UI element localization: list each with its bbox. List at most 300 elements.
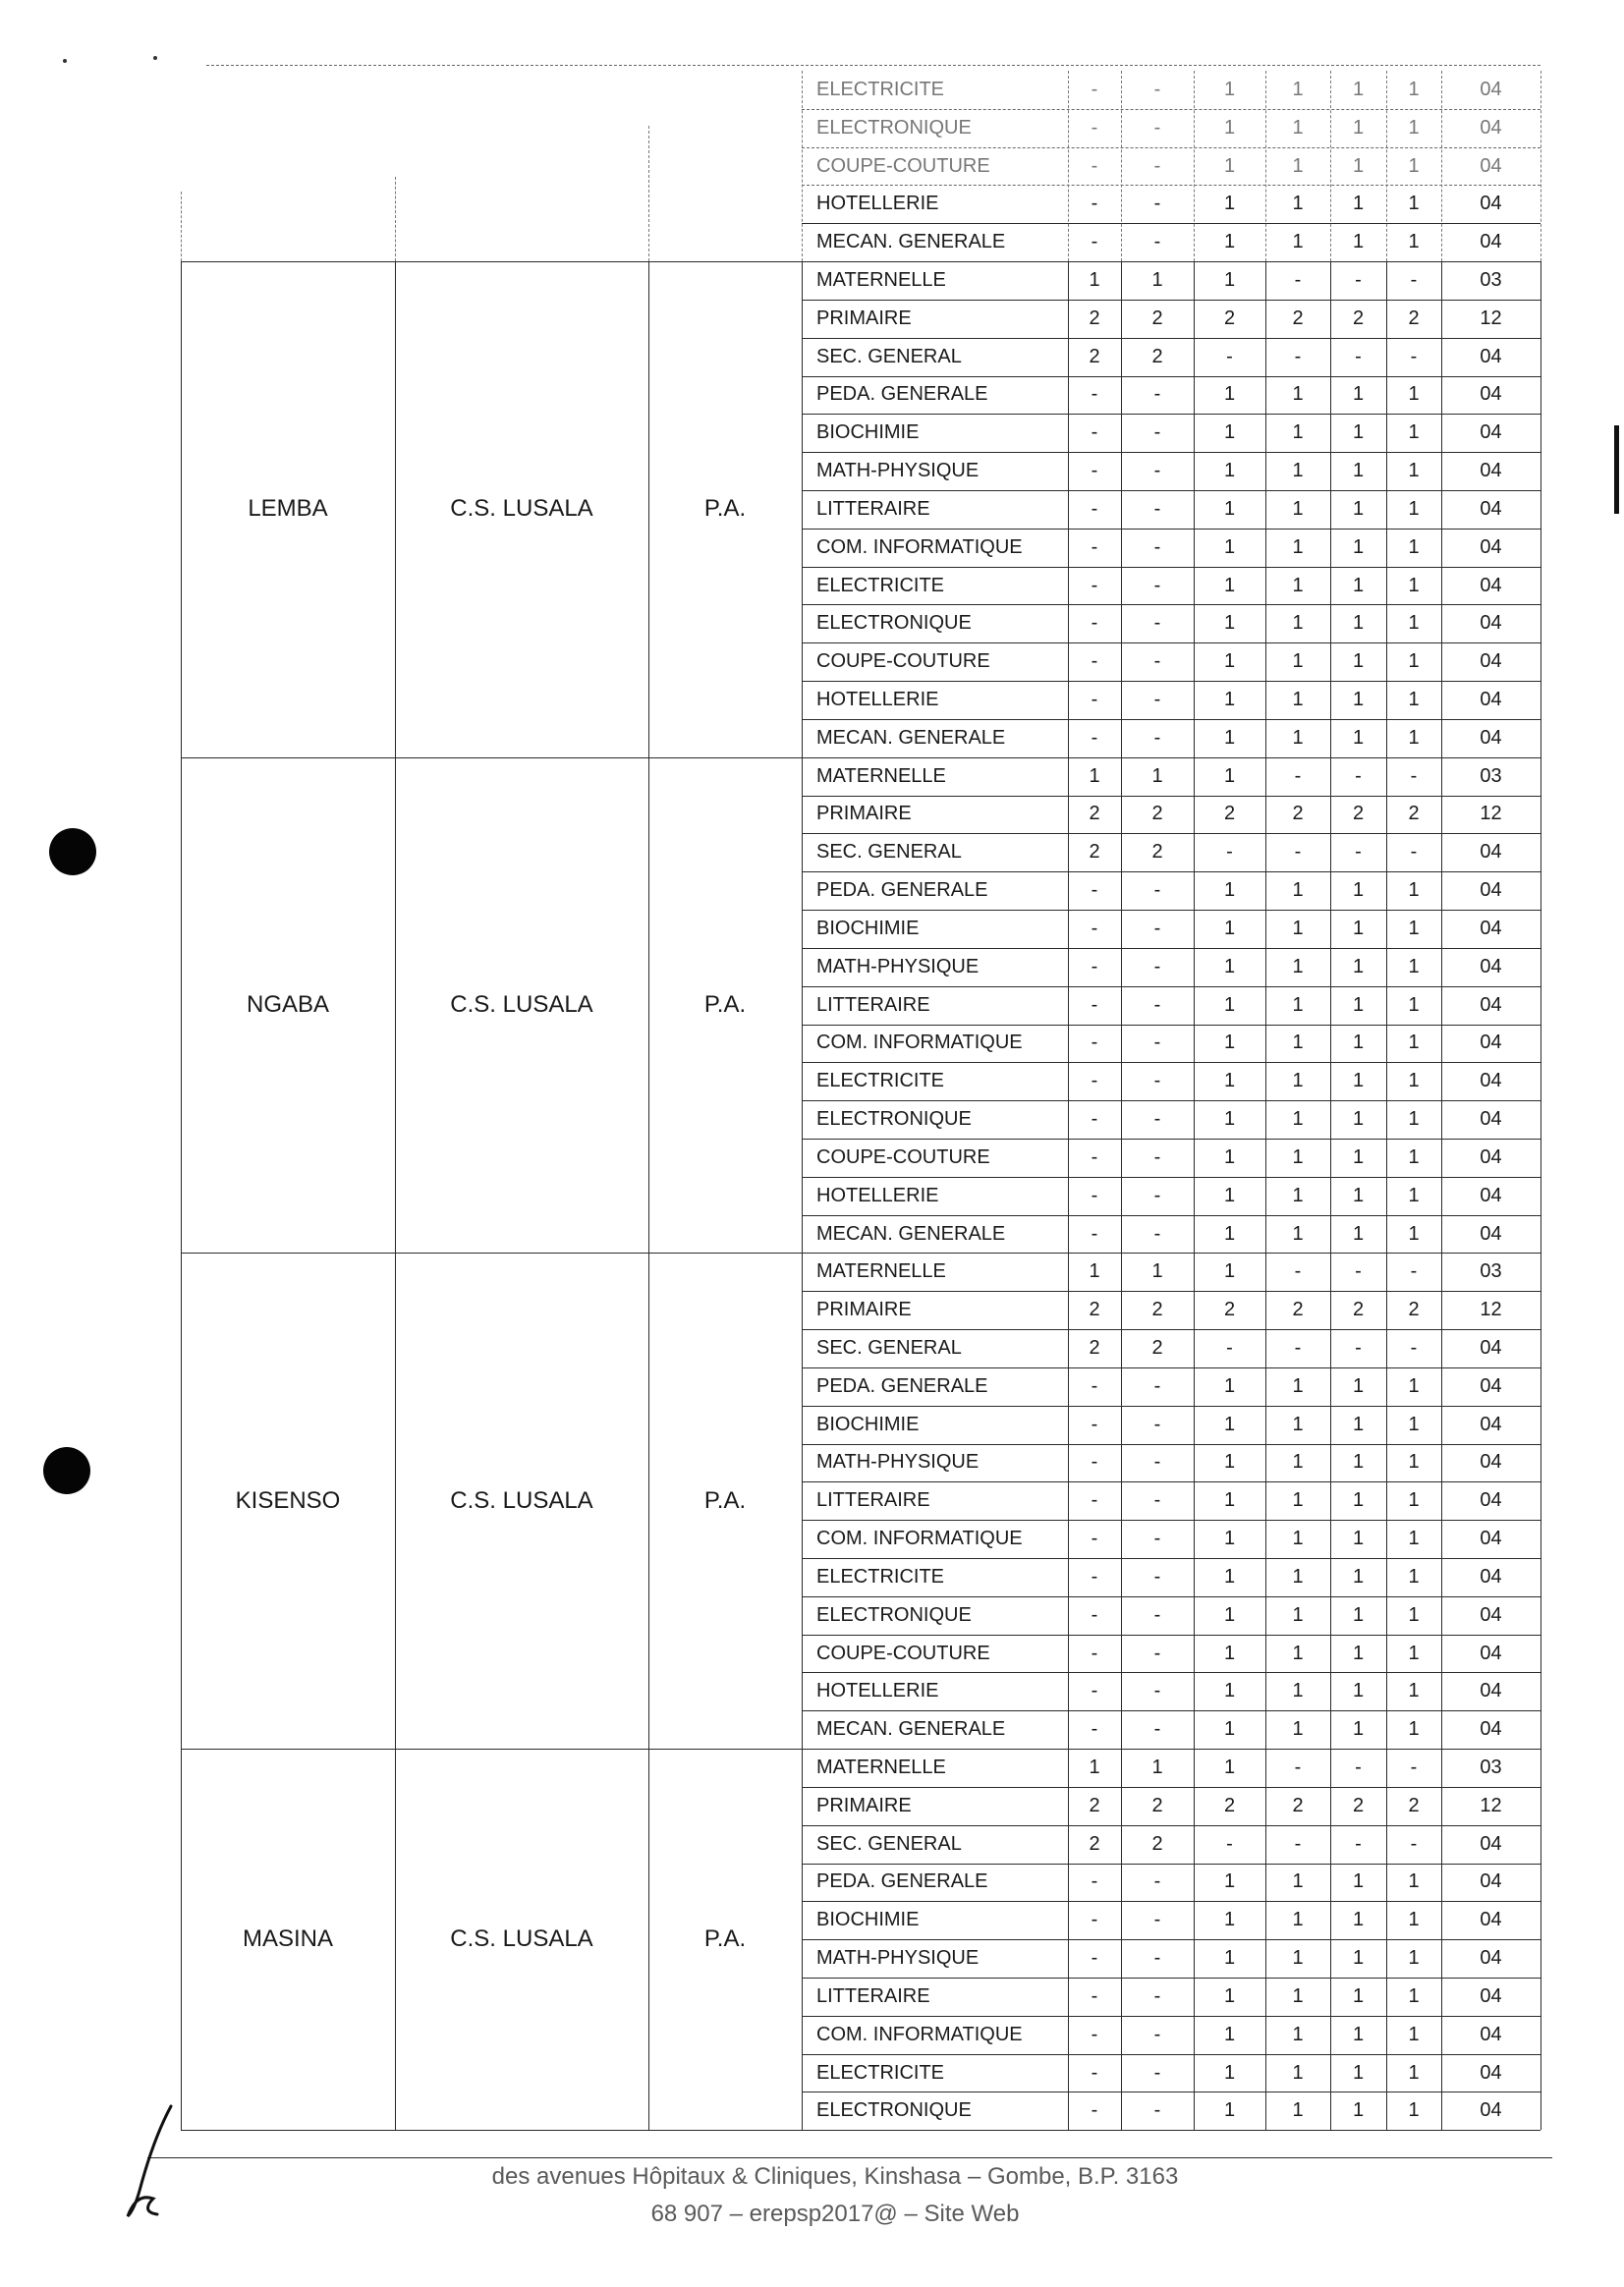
table-cell: - [1153, 1489, 1161, 1512]
table-cell: 04 [1480, 345, 1502, 367]
table-cell: 04 [1480, 2099, 1502, 2122]
table-cell: 1 [1352, 78, 1365, 100]
table-cell: - [1226, 841, 1233, 864]
table-cell: 1 [1352, 726, 1365, 749]
table-cell: 1 [1352, 421, 1365, 444]
table-cell: - [1153, 689, 1161, 711]
footer-rule [147, 2157, 1552, 2158]
table-cell: - [1153, 116, 1161, 139]
column-divider [1330, 71, 1331, 261]
table-row-label: ELECTRONIQUE [816, 2099, 972, 2122]
table-row-label: ELECTRICITE [816, 2061, 945, 2084]
table-cell: - [1153, 650, 1161, 673]
table-cell: - [1091, 1947, 1098, 1970]
table-cell: 1 [1352, 383, 1365, 406]
table-row-label: COM. INFORMATIQUE [816, 1528, 1023, 1550]
table-cell: 1 [1292, 535, 1304, 558]
table-cell: 1 [1151, 1260, 1163, 1283]
table-cell: 1 [1408, 535, 1420, 558]
table-cell: 1 [1408, 1184, 1420, 1206]
table-cell: 1 [1352, 1909, 1365, 1931]
column-divider [1265, 71, 1266, 261]
table-cell: 1 [1408, 1032, 1420, 1054]
table-cell: 04 [1480, 2061, 1502, 2084]
column-divider [1441, 71, 1442, 261]
scan-edge-mark [1614, 425, 1619, 514]
table-cell: 1 [1292, 993, 1304, 1016]
table-cell: 1 [1223, 764, 1236, 787]
column-divider [1121, 71, 1122, 261]
table-row-label: SEC. GENERAL [816, 841, 962, 864]
table-cell: 1 [1408, 78, 1420, 100]
table-cell: 04 [1480, 1336, 1502, 1359]
table-cell: - [1091, 689, 1098, 711]
table-row-label: PEDA. GENERALE [816, 383, 988, 406]
table-cell: 1 [1292, 955, 1304, 977]
table-cell: 04 [1480, 1565, 1502, 1588]
table-row-label: PRIMAIRE [816, 1299, 912, 1321]
table-cell: 2 [1408, 1794, 1420, 1816]
table-cell: - [1091, 2099, 1098, 2122]
table-cell: 1 [1408, 2061, 1420, 2084]
column-divider [1068, 261, 1069, 2130]
table-cell: 04 [1480, 1184, 1502, 1206]
table-cell: 1 [1292, 1718, 1304, 1741]
punch-hole [49, 828, 96, 875]
table-cell: 1 [1223, 193, 1236, 215]
table-cell: - [1091, 993, 1098, 1016]
table-cell: 1 [1408, 1947, 1420, 1970]
table-cell: 1 [1223, 689, 1236, 711]
table-cell: 1 [1292, 154, 1304, 177]
table-cell: - [1355, 1260, 1362, 1283]
table-cell: - [1294, 764, 1302, 787]
table-cell: 1 [1292, 1909, 1304, 1931]
table-cell: 1 [1352, 1222, 1365, 1245]
column-divider [1386, 261, 1387, 2130]
table-cell: 04 [1480, 497, 1502, 520]
table-cell: 2 [1151, 841, 1163, 864]
punch-hole [43, 1447, 90, 1494]
table-cell: - [1091, 574, 1098, 596]
table-cell: 04 [1480, 612, 1502, 635]
table-cell: 1 [1292, 78, 1304, 100]
table-row-label: MATH-PHYSIQUE [816, 1947, 980, 1970]
table-cell: 1 [1352, 1528, 1365, 1550]
table-cell: 1 [1292, 612, 1304, 635]
table-cell: 1 [1352, 955, 1365, 977]
table-cell: 1 [1408, 1451, 1420, 1474]
table-cell: 1 [1292, 1528, 1304, 1550]
table-cell: - [1153, 1565, 1161, 1588]
table-cell: 1 [1223, 497, 1236, 520]
table-cell: - [1153, 2099, 1161, 2122]
column-divider [1441, 261, 1442, 2130]
table-cell: 1 [1223, 231, 1236, 253]
table-cell: 04 [1480, 193, 1502, 215]
table-cell: 04 [1480, 689, 1502, 711]
table-cell: - [1153, 1070, 1161, 1092]
table-cell: 03 [1480, 269, 1502, 291]
column-divider [395, 261, 396, 2130]
table-cell: - [1091, 1222, 1098, 1245]
table-cell: - [1294, 1832, 1302, 1855]
table-cell: 1 [1352, 1374, 1365, 1397]
table-cell: 1 [1352, 535, 1365, 558]
table-cell: - [1410, 345, 1418, 367]
column-divider [181, 192, 182, 261]
table-cell: - [1294, 345, 1302, 367]
table-cell: - [1153, 78, 1161, 100]
table-cell: 04 [1480, 1832, 1502, 1855]
scan-speck [153, 56, 157, 60]
table-cell: - [1410, 841, 1418, 864]
table-cell: - [1091, 650, 1098, 673]
table-cell: 1 [1352, 497, 1365, 520]
table-row-label: MATH-PHYSIQUE [816, 460, 980, 482]
table-cell: - [1153, 460, 1161, 482]
table-row-label: HOTELLERIE [816, 1680, 939, 1702]
table-cell: - [1294, 1756, 1302, 1778]
table-cell: 1 [1292, 1642, 1304, 1664]
table-cell: 1 [1292, 116, 1304, 139]
table-cell: - [1355, 764, 1362, 787]
table-cell: - [1153, 1870, 1161, 1893]
table-cell: 2 [1151, 1794, 1163, 1816]
table-cell: 2 [1151, 803, 1163, 825]
column-divider [1540, 261, 1541, 2130]
table-cell: 1 [1408, 1680, 1420, 1702]
table-cell: - [1153, 1451, 1161, 1474]
table-cell: 1 [1223, 2099, 1236, 2122]
table-row-label: BIOCHIMIE [816, 421, 920, 444]
table-cell: 1 [1408, 612, 1420, 635]
table-cell: - [1091, 1413, 1098, 1435]
table-cell: 2 [1352, 307, 1365, 329]
table-cell: 04 [1480, 1070, 1502, 1092]
table-cell: - [1091, 726, 1098, 749]
table-cell: 1 [1408, 574, 1420, 596]
table-cell: 1 [1352, 2023, 1365, 2045]
table-cell: - [1153, 1184, 1161, 1206]
table-cell: - [1091, 383, 1098, 406]
table-cell: 1 [1292, 193, 1304, 215]
table-cell: - [1294, 841, 1302, 864]
table-cell: 03 [1480, 764, 1502, 787]
table-cell: - [1091, 1374, 1098, 1397]
table-row-label: ELECTRICITE [816, 574, 945, 596]
table-cell: 1 [1292, 383, 1304, 406]
table-cell: 2 [1089, 1336, 1100, 1359]
table-cell: 1 [1352, 1070, 1365, 1092]
table-row-label: SEC. GENERAL [816, 345, 962, 367]
table-cell: - [1153, 1947, 1161, 1970]
table-cell: 04 [1480, 726, 1502, 749]
table-cell: 1 [1089, 1756, 1100, 1778]
table-cell: 1 [1292, 1489, 1304, 1512]
column-divider [181, 261, 182, 2130]
table-cell: 1 [1408, 955, 1420, 977]
table-cell: 1 [1151, 269, 1163, 291]
table-cell: - [1226, 1832, 1233, 1855]
table-cell: 1 [1408, 879, 1420, 902]
table-cell: 1 [1292, 1108, 1304, 1131]
table-row-label: COM. INFORMATIQUE [816, 535, 1023, 558]
table-cell: - [1294, 1336, 1302, 1359]
table-cell: 1 [1292, 917, 1304, 939]
table-cell: 04 [1480, 650, 1502, 673]
table-cell: - [1091, 879, 1098, 902]
table-cell: 1 [1223, 1680, 1236, 1702]
table-cell: 04 [1480, 1374, 1502, 1397]
table-cell: - [1091, 1680, 1098, 1702]
table-cell: 1 [1352, 612, 1365, 635]
table-cell: 03 [1480, 1756, 1502, 1778]
table-cell: 04 [1480, 1870, 1502, 1893]
table-cell: 2 [1089, 1794, 1100, 1816]
table-cell: 1 [1352, 2099, 1365, 2122]
table-cell: - [1091, 193, 1098, 215]
table-cell: 1 [1408, 1642, 1420, 1664]
table-cell: 2 [1352, 1794, 1365, 1816]
table-cell: 1 [1352, 154, 1365, 177]
table-cell: 2 [1352, 1299, 1365, 1321]
column-divider [802, 71, 803, 261]
table-cell: 1 [1292, 726, 1304, 749]
table-cell: 1 [1292, 1680, 1304, 1702]
table-cell: 1 [1292, 1145, 1304, 1168]
column-divider [1265, 261, 1266, 2130]
table-row-label: ELECTRONIQUE [816, 612, 972, 635]
table-row-label: ELECTRONIQUE [816, 1603, 972, 1626]
column-divider [648, 126, 649, 261]
table-cell: 1 [1292, 1222, 1304, 1245]
table-row-label: ELECTRICITE [816, 1070, 945, 1092]
table-cell: 04 [1480, 1413, 1502, 1435]
table-cell: 1 [1223, 269, 1236, 291]
table-cell: - [1153, 421, 1161, 444]
table-cell: - [1355, 1756, 1362, 1778]
table-cell: 1 [1223, 2023, 1236, 2045]
table-cell: 2 [1292, 1794, 1304, 1816]
table-row-label: ELECTRONIQUE [816, 1108, 972, 1131]
table-cell: 1 [1352, 993, 1365, 1016]
table-cell: 1 [1408, 689, 1420, 711]
table-cell: - [1355, 345, 1362, 367]
table-cell: 1 [1223, 1984, 1236, 2007]
table-cell: - [1153, 993, 1161, 1016]
table-cell: 04 [1480, 917, 1502, 939]
table-cell: 1 [1223, 1413, 1236, 1435]
table-cell: 04 [1480, 1145, 1502, 1168]
table-cell: 1 [1408, 116, 1420, 139]
table-cell: 1 [1352, 1680, 1365, 1702]
table-cell: 1 [1089, 269, 1100, 291]
table-cell: 1 [1223, 154, 1236, 177]
table-cell: 04 [1480, 1642, 1502, 1664]
table-cell: 2 [1223, 307, 1236, 329]
table-cell: 1 [1292, 1374, 1304, 1397]
table-cell: 1 [1352, 1565, 1365, 1588]
table-cell: 1 [1223, 1489, 1236, 1512]
table-cell: - [1091, 497, 1098, 520]
table-cell: - [1091, 154, 1098, 177]
table-row-label: BIOCHIMIE [816, 1909, 920, 1931]
table-cell: 2 [1089, 307, 1100, 329]
table-cell: - [1153, 612, 1161, 635]
table-cell: 1 [1408, 1413, 1420, 1435]
table-cell: 1 [1352, 231, 1365, 253]
table-cell: 2 [1151, 307, 1163, 329]
table-cell: - [1226, 1336, 1233, 1359]
table-cell: 1 [1408, 2023, 1420, 2045]
table-cell: 1 [1408, 1565, 1420, 1588]
table-cell: 1 [1223, 1374, 1236, 1397]
table-cell: 1 [1408, 497, 1420, 520]
table-cell: 04 [1480, 1108, 1502, 1131]
table-cell: 2 [1292, 803, 1304, 825]
table-cell: 04 [1480, 1222, 1502, 1245]
table-row-label: SEC. GENERAL [816, 1832, 962, 1855]
table-cell: 1 [1292, 1565, 1304, 1588]
table-cell: 1 [1352, 1947, 1365, 1970]
table-cell: 1 [1408, 1603, 1420, 1626]
table-cell: - [1153, 497, 1161, 520]
school-status: P.A. [703, 991, 747, 1019]
table-cell: 1 [1223, 1032, 1236, 1054]
table-row-label: PEDA. GENERALE [816, 1374, 988, 1397]
table-cell: 1 [1089, 1260, 1100, 1283]
table-cell: - [1153, 574, 1161, 596]
table-cell: 1 [1408, 726, 1420, 749]
table-cell: - [1091, 460, 1098, 482]
table-cell: 1 [1408, 1870, 1420, 1893]
table-cell: 1 [1223, 1565, 1236, 1588]
column-divider [1540, 71, 1541, 261]
table-cell: 1 [1292, 1451, 1304, 1474]
table-cell: 04 [1480, 1489, 1502, 1512]
table-cell: 04 [1480, 2023, 1502, 2045]
table-row-label: MATERNELLE [816, 764, 946, 787]
table-cell: 04 [1480, 421, 1502, 444]
table-cell: 1 [1223, 1108, 1236, 1131]
column-divider [395, 177, 396, 261]
table-row-label: SEC. GENERAL [816, 1336, 962, 1359]
table-cell: 1 [1352, 1451, 1365, 1474]
table-cell: 2 [1408, 803, 1420, 825]
table-cell: 1 [1292, 231, 1304, 253]
table-cell: 1 [1292, 2061, 1304, 2084]
table-row-label: MECAN. GENERALE [816, 1222, 1006, 1245]
school-name: C.S. LUSALA [450, 991, 593, 1019]
table-cell: 1 [1408, 383, 1420, 406]
table-cell: 1 [1223, 1947, 1236, 1970]
table-cell: - [1091, 1145, 1098, 1168]
table-cell: 1 [1408, 1222, 1420, 1245]
table-cell: - [1355, 269, 1362, 291]
footer-address: des avenues Hôpitaux & Cliniques, Kinshasa – Gombe, B.P. 3163 [491, 2163, 1179, 2190]
table-row-label: MATERNELLE [816, 1260, 946, 1283]
table-row-label: MECAN. GENERALE [816, 1718, 1006, 1741]
table-cell: - [1153, 1984, 1161, 2007]
table-cell: 1 [1223, 1070, 1236, 1092]
table-cell: 04 [1480, 841, 1502, 864]
table-cell: 12 [1480, 307, 1502, 329]
table-row-label: LITTERAIRE [816, 1984, 930, 2007]
column-divider [1386, 71, 1387, 261]
table-cell: 1 [1408, 1145, 1420, 1168]
table-cell: 04 [1480, 460, 1502, 482]
table-cell: 1 [1352, 689, 1365, 711]
table-row-label: HOTELLERIE [816, 689, 939, 711]
table-row-label: MATH-PHYSIQUE [816, 1451, 980, 1474]
table-cell: 1 [1408, 917, 1420, 939]
table-cell: - [1410, 1756, 1418, 1778]
table-cell: 1 [1223, 1222, 1236, 1245]
table-cell: - [1410, 269, 1418, 291]
table-row-label: COM. INFORMATIQUE [816, 1032, 1023, 1054]
school-name: C.S. LUSALA [450, 1925, 593, 1953]
table-cell: 1 [1292, 421, 1304, 444]
table-row-label: LITTERAIRE [816, 497, 930, 520]
table-cell: 1 [1292, 1603, 1304, 1626]
table-cell: 1 [1352, 1642, 1365, 1664]
table-cell: 04 [1480, 1451, 1502, 1474]
table-cell: - [1091, 2023, 1098, 2045]
table-cell: 1 [1223, 1145, 1236, 1168]
table-row-label: LITTERAIRE [816, 1489, 930, 1512]
table-cell: 1 [1408, 193, 1420, 215]
table-cell: 04 [1480, 1032, 1502, 1054]
table-cell: 1 [1352, 879, 1365, 902]
table-row-label: ELECTRONIQUE [816, 116, 972, 139]
table-cell: 1 [1352, 1489, 1365, 1512]
table-cell: 1 [1223, 1718, 1236, 1741]
table-cell: 04 [1480, 1603, 1502, 1626]
table-cell: - [1153, 1718, 1161, 1741]
table-cell: 1 [1352, 574, 1365, 596]
table-cell: 04 [1480, 154, 1502, 177]
table-cell: 1 [1223, 917, 1236, 939]
table-cell: - [1091, 917, 1098, 939]
commune-name: KISENSO [235, 1486, 341, 1514]
table-cell: - [1153, 917, 1161, 939]
table-cell: - [1153, 726, 1161, 749]
table-cell: - [1226, 345, 1233, 367]
table-cell: 2 [1352, 803, 1365, 825]
table-cell: 1 [1223, 726, 1236, 749]
table-cell: 1 [1352, 1984, 1365, 2007]
table-cell: 04 [1480, 1528, 1502, 1550]
table-row-label: PEDA. GENERALE [816, 879, 988, 902]
table-row-label: COUPE-COUTURE [816, 1642, 990, 1664]
table-cell: - [1153, 1145, 1161, 1168]
table-cell: - [1153, 1528, 1161, 1550]
table-cell: 1 [1223, 1260, 1236, 1283]
table-cell: - [1153, 1603, 1161, 1626]
table-cell: 2 [1223, 1299, 1236, 1321]
table-row-label: COUPE-COUTURE [816, 650, 990, 673]
table-cell: - [1153, 879, 1161, 902]
table-row-label: PRIMAIRE [816, 307, 912, 329]
table-cell: - [1091, 116, 1098, 139]
table-cell: - [1153, 535, 1161, 558]
table-cell: 1 [1223, 612, 1236, 635]
table-cell: - [1153, 2061, 1161, 2084]
column-divider [1194, 261, 1195, 2130]
school-name: C.S. LUSALA [450, 495, 593, 523]
table-cell: 1 [1223, 993, 1236, 1016]
